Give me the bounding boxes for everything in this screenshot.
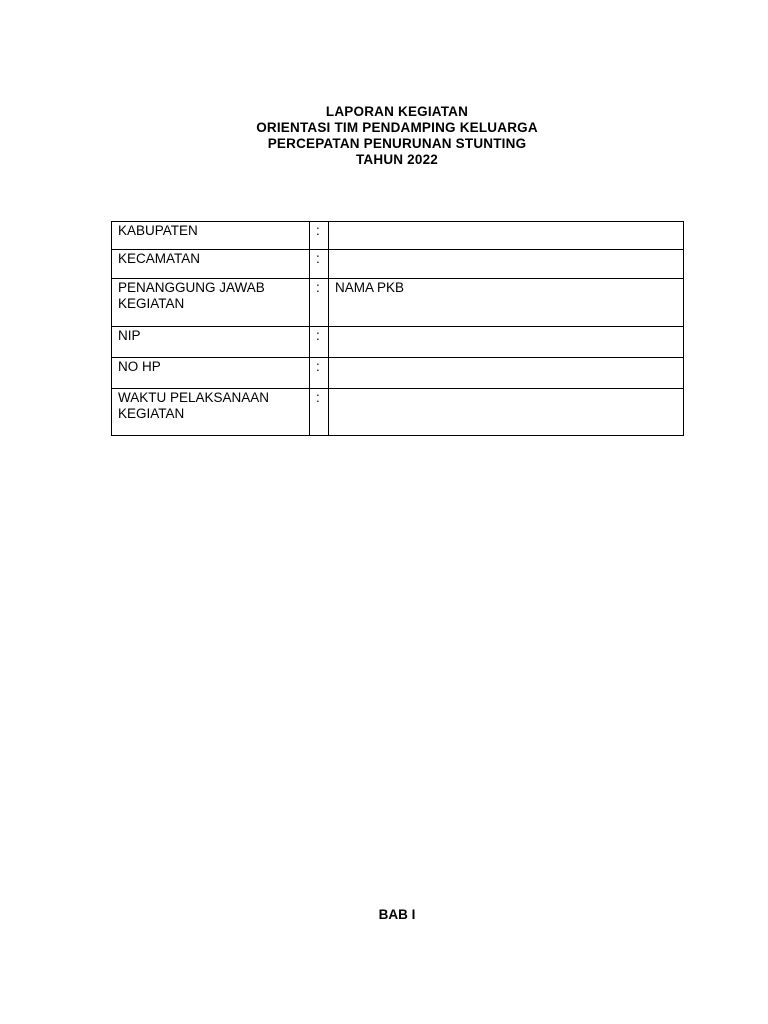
table-row bbox=[112, 222, 684, 250]
table-row bbox=[112, 327, 684, 358]
row-label: KECAMATAN bbox=[112, 250, 310, 279]
row-separator: : bbox=[310, 389, 329, 436]
title-line: PERCEPATAN PENURUNAN STUNTING bbox=[267, 136, 527, 151]
row-value bbox=[329, 327, 684, 358]
table-row bbox=[112, 389, 684, 436]
row-value: NAMA PKB bbox=[329, 279, 684, 327]
row-label: KABUPATEN bbox=[112, 222, 310, 250]
table-row bbox=[112, 279, 684, 327]
row-separator: : bbox=[310, 358, 329, 389]
row-separator: : bbox=[310, 222, 329, 250]
table-row bbox=[112, 250, 684, 279]
report-info-table bbox=[111, 221, 684, 436]
row-value bbox=[329, 222, 684, 250]
row-label: PENANGGUNG JAWAB KEGIATAN bbox=[112, 279, 310, 327]
row-separator: : bbox=[310, 327, 329, 358]
row-label: NO HP bbox=[112, 358, 310, 389]
row-separator: : bbox=[310, 279, 329, 327]
title-line: ORIENTASI TIM PENDAMPING KELUARGA bbox=[256, 120, 538, 135]
title-line: LAPORAN KEGIATAN bbox=[325, 104, 469, 119]
row-label: WAKTU PELAKSANAAN KEGIATAN bbox=[112, 389, 310, 436]
table-row bbox=[112, 358, 684, 389]
row-label: NIP bbox=[112, 327, 310, 358]
row-value bbox=[329, 250, 684, 279]
document-title bbox=[0, 104, 768, 168]
title-line: TAHUN 2022 bbox=[355, 152, 439, 167]
row-value bbox=[329, 358, 684, 389]
row-separator: : bbox=[310, 250, 329, 279]
row-value bbox=[329, 389, 684, 436]
chapter-heading: BAB I bbox=[378, 907, 416, 922]
